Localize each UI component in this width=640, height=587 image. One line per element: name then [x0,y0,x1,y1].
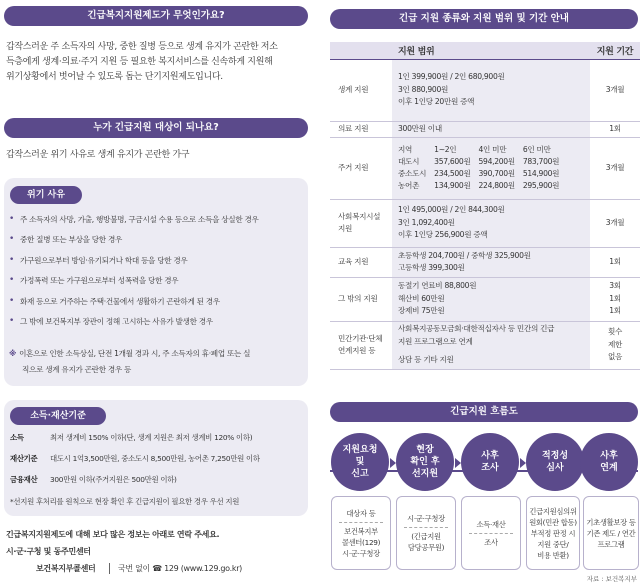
step-line: 확인 후 [410,457,440,467]
row-category [330,321,392,369]
row-range [392,59,590,121]
range-line: 고등학생 399,300원 [398,263,465,272]
intro-line: 위기상황에서 벗어날 수 있도록 돕는 단기지원제도입니다. [6,72,223,82]
box-line: 지원 중단/ [537,539,569,549]
category-line: 지원 [338,224,353,233]
crisis-item: • 가정폭력 또는 가구원으로부터 성폭력을 당한 경우 [8,275,306,286]
income-row [10,474,177,485]
row-range [392,137,590,199]
flow-step-investigation [461,433,519,491]
box-line: 기초생활보장 등 [586,517,636,527]
grid-cell: 594,200원 [478,156,515,166]
contact-callcenter: 보건복지부콜센터 [36,564,96,573]
income-value: 최저 생계비 150% 이하(단, 생계 지원은 최저 생계비 120% 이하) [50,433,253,442]
housing-grid [394,144,563,193]
grid-cell: 234,500원 [434,169,471,178]
grid-cell: 농어촌 [398,181,420,191]
intro-line: 갑작스러운 주 소득자의 사망, 중한 질병 등으로 생계 유지가 곤란한 저소 [6,42,278,52]
box-line: 시·군·구청장 [342,548,380,558]
period-line: 횟수 [607,327,623,337]
section-header-who: 누가 긴급지원 대상이 되나요? [4,118,308,138]
step-line: 선지원 [411,469,439,479]
crisis-item: • 가구원으로부터 방임·유기되거나 학대 등을 당한 경우 [8,255,306,266]
contact-phone: 국번 없이 ☎ 129 (www.129.go.kr) [118,564,243,573]
row-period: 3개월 [590,199,640,247]
row-category [330,199,392,247]
box-line: (긴급지원 [411,532,441,541]
table-header [330,42,640,59]
box-line: 소득·재산 [476,519,506,529]
note-symbol: ※ [9,349,17,358]
income-key: 금융재산 [10,475,38,484]
box-line: 콜센터(129) [341,537,381,547]
grid-cell: 783,700원 [522,156,560,166]
table-row [330,277,640,321]
note-line: 직으로 생계 유지가 곤란한 경우 등 [22,365,132,374]
grid-cell: 4인 미만 [478,144,507,154]
box-line: 프로그램 [597,539,625,549]
grid-cell: 224,800원 [478,181,515,191]
flow-box-followup [583,496,639,570]
row-period: 3개월 [590,59,640,121]
range-line: 3인 1,092,400원 [398,217,455,227]
period-line: 1회 [609,293,621,303]
contact-intro: 긴급복지지원제도에 대해 보다 많은 정보는 아래로 연락 주세요. [6,530,220,539]
flow-box-review [526,496,580,570]
section-header-what: 긴급복지지원제도가 무엇인가요? [4,6,308,26]
box-line: 보건복지부 [344,526,378,536]
row-range [392,247,590,277]
row-category: 교육 지원 [330,247,392,277]
box-line: 긴급지원심의위 [529,506,577,516]
flow-box-onsite [396,496,456,570]
box-line: 대상자 등 [346,508,376,518]
step-line: 조사 [481,463,499,473]
box-line: 부적정 판정 시 [530,528,576,538]
income-value: 대도시 1억3,500만원, 중소도시 8,500만원, 농어촌 7,250만원 이하 [50,454,260,463]
support-table [330,42,640,370]
crisis-list [8,214,306,336]
grid-cell: 134,900원 [434,181,471,191]
step-line: 사후 [481,451,499,461]
row-range [392,199,590,247]
table-row [330,199,640,247]
row-period [590,321,640,369]
range-line: 해산비 60만원 [398,293,445,303]
crisis-item: • 주 소득자의 사망, 가출, 행방불명, 구금시설 수용 등으로 소득을 상실한 경우 [8,214,306,225]
grid-cell: 357,600원 [434,156,471,166]
step-line: 연계 [600,463,618,473]
step-line: 현장 [416,445,434,455]
range-line: 지원 프로그램으로 연계 [398,336,473,346]
grid-cell: 지역 [398,144,413,154]
income-title: 소득·재산기준 [10,407,106,425]
target-paragraph: 갑작스러운 위기 사유로 생계 유지가 곤란한 가구 [6,150,190,160]
grid-cell: 중소도시 [398,169,427,178]
row-category: 그 밖의 지원 [330,277,392,321]
table-row [330,247,640,277]
flow-box-request [331,496,391,570]
contact-office: 시·군·구청 및 동주민센터 [6,547,91,556]
crisis-title: 위기 사유 [10,186,82,204]
contact-block [6,526,310,577]
period-line: 제한 [607,339,623,349]
row-period: 1회 [590,247,640,277]
contact-divider [109,563,110,574]
range-line: 1인 399,900원 / 2인 680,900원 [398,72,505,82]
box-line: 조사 [484,537,498,547]
step-line: 심사 [546,463,564,473]
period-line: 없음 [607,352,623,362]
crisis-item: • 화재 등으로 거주하는 주택·건물에서 생활하기 곤란하게 된 경우 [8,296,306,307]
income-criteria [10,432,310,512]
category-line: 민간기관·단체 [338,333,383,343]
intro-line: 득층에게 생계·의료·주거 지원 등 필요한 복지서비스를 신속하게 지원해 [6,57,273,67]
flow-box-investigation [461,496,521,570]
flow-step-followup [580,433,638,491]
flow-step-onsite [396,433,454,491]
grid-cell: 514,900원 [522,169,560,178]
table-row [330,59,640,121]
contact-callcenter-row [6,560,310,577]
intro-paragraph [6,40,310,85]
table-row [330,137,640,199]
row-category: 주거 지원 [330,137,392,199]
crisis-item: • 그 밖에 보건복지부 장관이 정해 고시하는 사유가 발생한 경우 [8,316,306,327]
box-line: 담당공무원) [407,543,445,552]
grid-cell: 295,900원 [522,181,560,191]
grid-cell: 대도시 [398,156,420,166]
row-period: 1회 [590,121,640,137]
step-line: 신고 [351,469,369,479]
income-value: 300만원 이하(주거지원은 500만원 이하) [50,475,177,484]
range-line: 초등학생 204,700원 / 중학생 325,900원 [398,250,531,260]
grid-cell: 390,700원 [478,169,515,178]
step-line: 및 [355,457,365,467]
row-period [590,277,640,321]
range-line: 상담 등 기타 지원 [398,355,454,365]
range-line: 1인 495,000원 / 2인 844,300원 [398,205,505,215]
row-category: 생계 지원 [330,59,392,121]
income-row [10,453,260,464]
flow-step-request [331,433,389,491]
box-line: 기존 제도 / 연간 [586,528,636,538]
range-line: 장제비 75만원 [398,306,445,316]
range-line: 3인 880,900원 [398,84,449,94]
category-line: 연계지원 등 [338,346,376,355]
table-row [330,121,640,137]
crisis-note [9,346,307,378]
crisis-item: • 중한 질병 또는 부상을 당한 경우 [8,234,306,245]
table-row [330,321,640,369]
grid-cell: 1~2인 [434,144,457,154]
category-line: 사회복지시설 [338,211,381,221]
source-note: 자료 : 보건복지부 [586,575,637,583]
step-line: 사후 [600,451,618,461]
step-line: 지원요청 [342,445,378,455]
step-line: 적정성 [541,451,569,461]
note-line: 이혼으로 인한 소득상실, 단전 1개월 경과 시, 주 소득자의 휴·폐업 또는 실 [19,349,251,358]
income-row [10,432,252,443]
box-line: 원회(민관 합동) [529,517,577,527]
section-header-flow: 긴급지원 흐름도 [330,402,638,422]
period-line: 1회 [609,306,621,316]
income-key: 소득 [10,433,24,442]
row-category: 의료 지원 [330,121,392,137]
row-range [392,277,590,321]
row-range: 300만원 이내 [392,121,590,137]
row-period: 3개월 [590,137,640,199]
col-period: 지원 기간 [590,42,640,59]
grid-cell: 6인 미만 [522,144,551,154]
range-line: 동절기 연료비 88,800원 [398,281,477,291]
box-line: 비용 반환) [537,550,569,560]
period-line: 3회 [609,281,621,291]
flow-step-review [526,433,584,491]
range-line: 이후 1인당 20만원 증액 [398,97,475,107]
range-line: 이후 1인당 256,900원 증액 [398,230,488,240]
range-line: 사회복지공동모금회·대한적십자사 등 민간의 긴급 [398,324,555,334]
box-line: 시·군·구청장 [407,514,445,523]
income-key: 재산기준 [10,454,38,463]
row-range [392,321,590,369]
col-range: 지원 범위 [330,42,590,59]
section-header-types: 긴급 지원 종류와 지원 범위 및 기간 안내 [330,9,638,29]
income-note: *선지원 후처리를 원칙으로 현장 확인 후 긴급지원이 필요한 경우 우선 지원 [10,497,240,506]
